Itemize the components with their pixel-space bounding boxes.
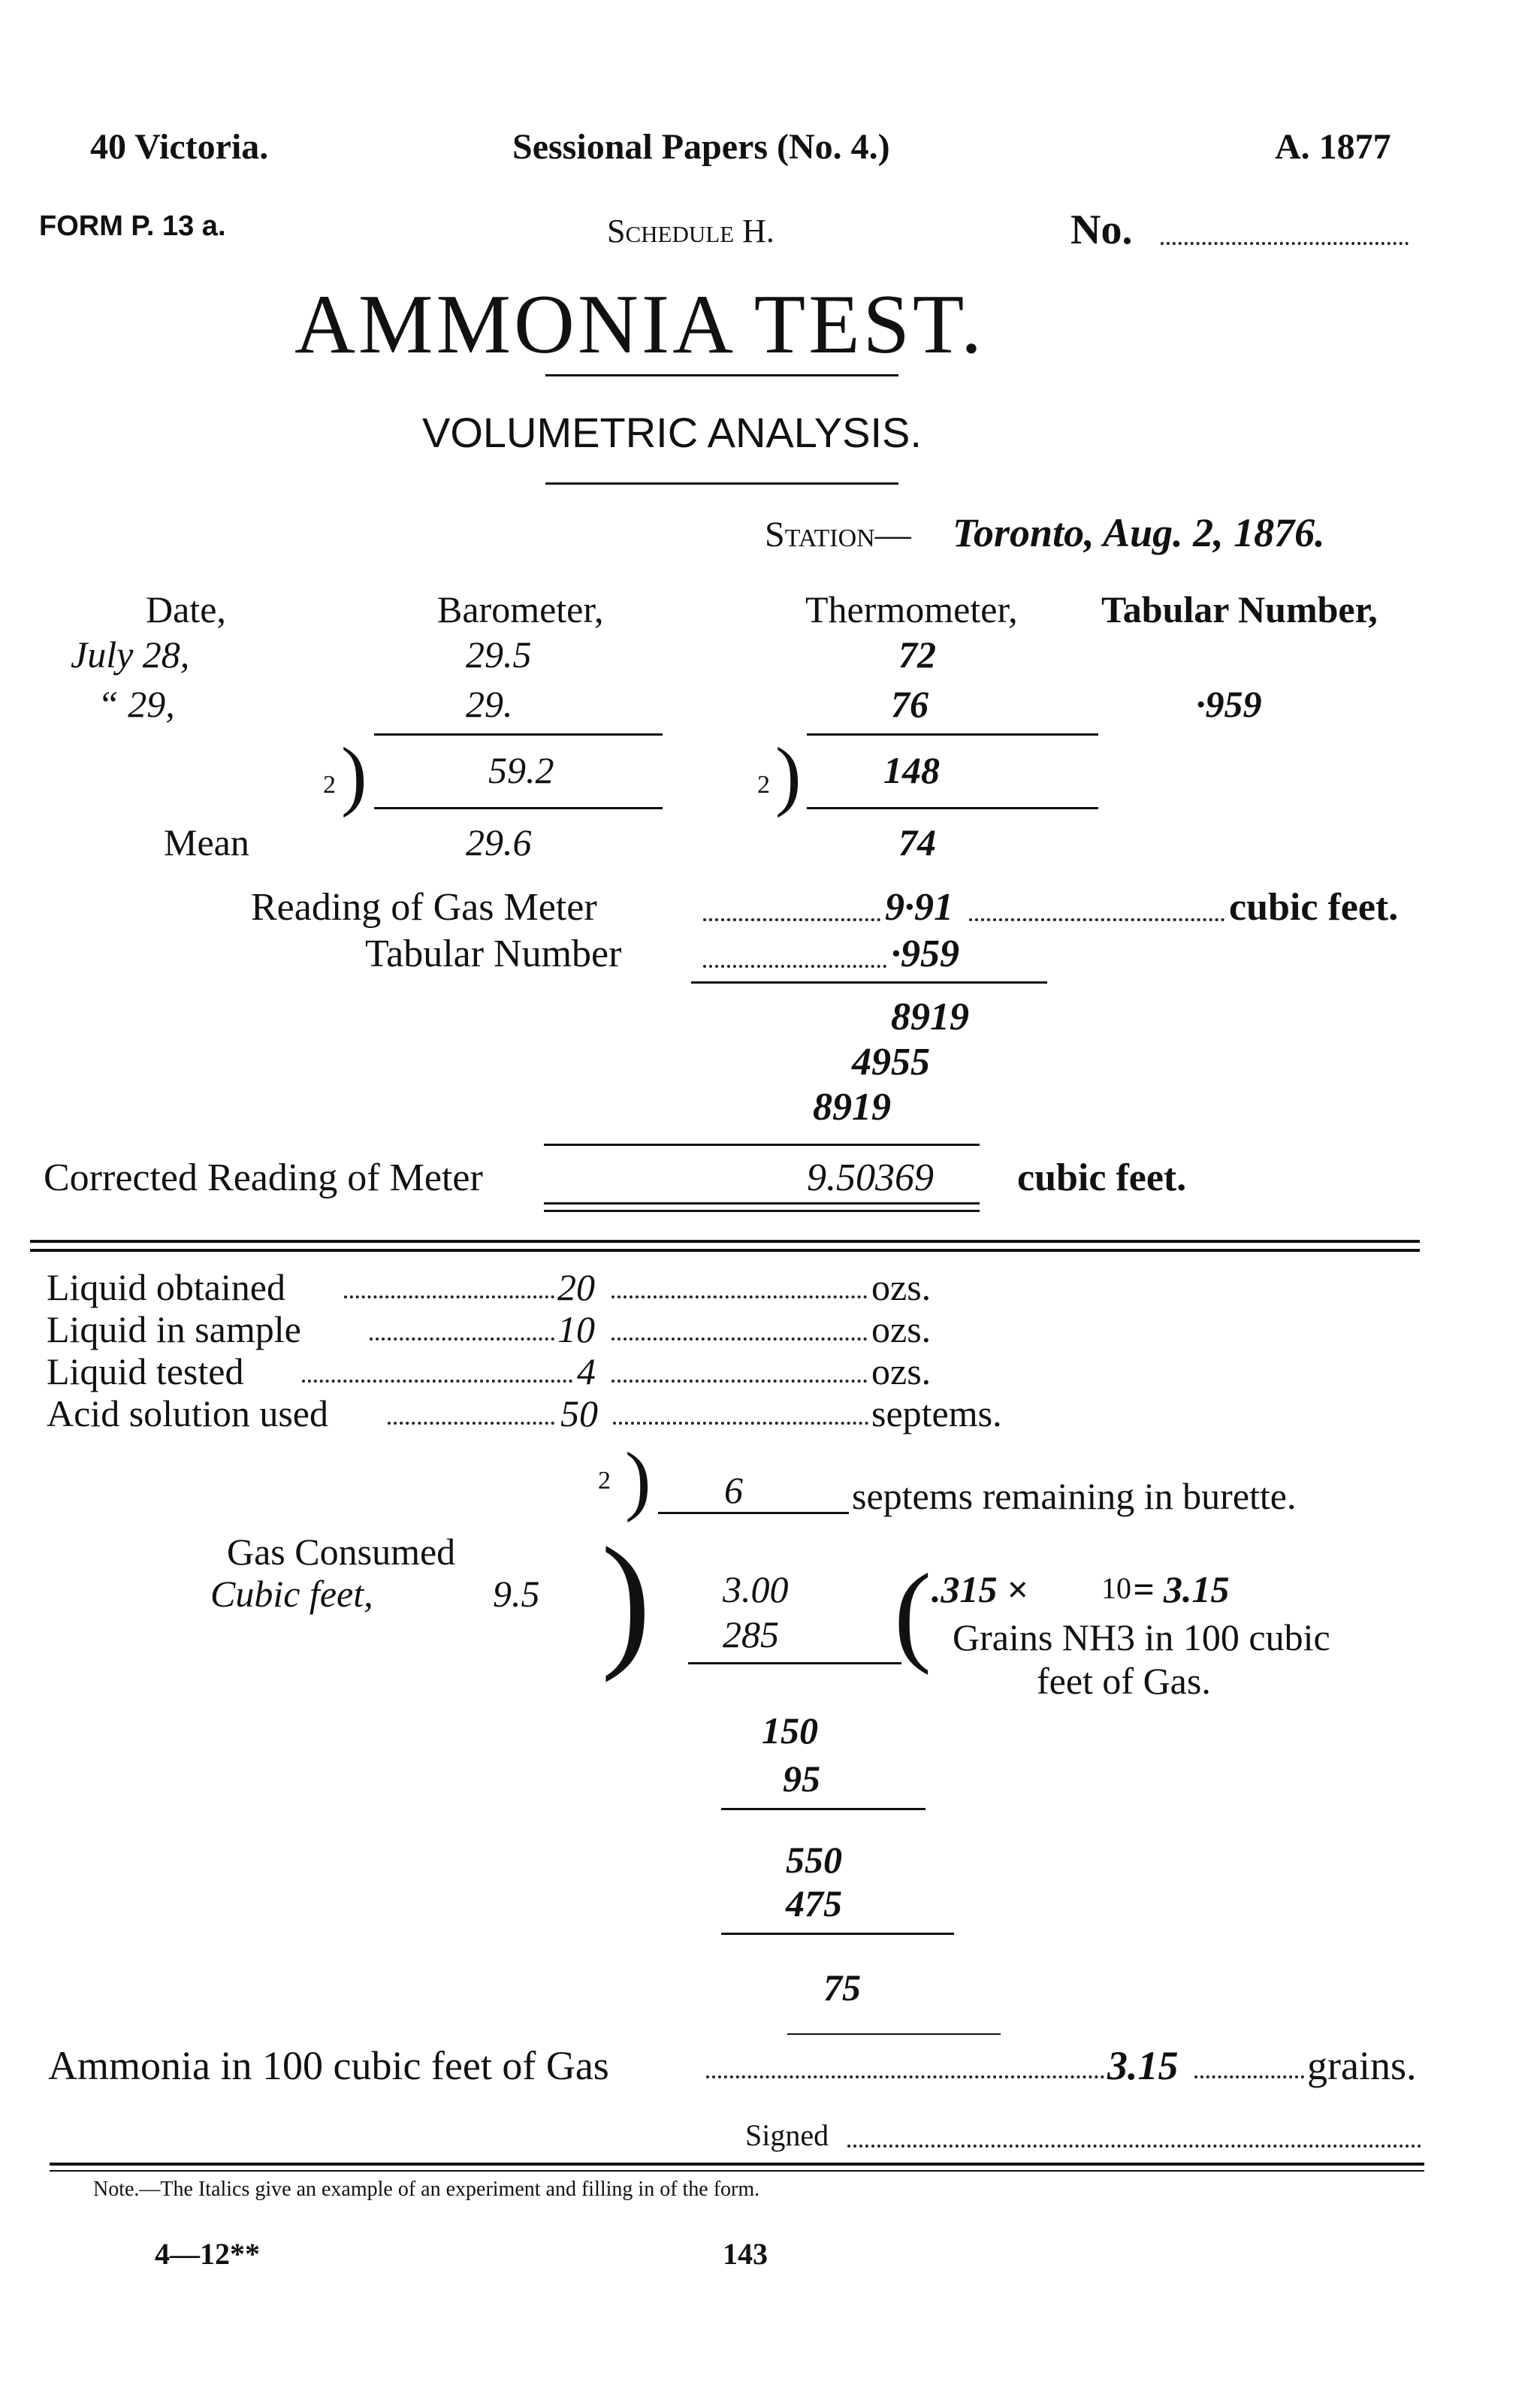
barometer-divisor: 2 bbox=[323, 771, 336, 799]
corrected-reading-value: 9.50369 bbox=[807, 1156, 934, 1199]
page-number: 143 bbox=[723, 2237, 768, 2271]
burette-division-bracket: ) bbox=[625, 1437, 651, 1523]
liquid-sample-leader-2 bbox=[611, 1338, 867, 1341]
gas-consumed-value: 9.5 bbox=[493, 1573, 540, 1615]
barometer-row-2: 29. bbox=[466, 683, 513, 725]
section-divider-1 bbox=[30, 1240, 1420, 1243]
header-year: A. 1877 bbox=[1275, 127, 1391, 167]
ammonia-unit: grains. bbox=[1307, 2043, 1417, 2088]
thermometer-row-2: 76 bbox=[891, 683, 929, 725]
result-formula-b: 10 bbox=[1101, 1571, 1131, 1605]
barometer-header: Barometer, bbox=[437, 588, 604, 630]
division-rule-3 bbox=[721, 1933, 954, 1935]
liquid-tested-leader-1 bbox=[302, 1380, 572, 1383]
header-session: 40 Victoria. bbox=[90, 127, 269, 167]
division-line-5: 550 bbox=[786, 1839, 842, 1881]
barometer-mean: 29.6 bbox=[466, 821, 532, 863]
division-rule-4 bbox=[787, 2033, 1001, 2035]
liquid-obtained-leader-1 bbox=[344, 1295, 554, 1298]
burette-text: septems remaining in burette. bbox=[852, 1475, 1297, 1517]
meter-reading-leader-2 bbox=[969, 918, 1224, 921]
thermometer-mean: 74 bbox=[898, 821, 936, 863]
meter-product-3: 8919 bbox=[813, 1086, 891, 1129]
meter-total-rule bbox=[544, 1144, 980, 1146]
division-remainder: 75 bbox=[823, 1966, 861, 2009]
thermometer-row-1: 72 bbox=[898, 633, 936, 676]
header-sessional-papers: Sessional Papers (No. 4.) bbox=[512, 127, 890, 167]
barometer-mean-rule bbox=[374, 807, 663, 809]
note-rule-2 bbox=[50, 2170, 1424, 2172]
liquid-sample-value: 10 bbox=[557, 1308, 595, 1350]
schedule-label: Schedule H. bbox=[607, 213, 775, 249]
meter-tabular-leader bbox=[703, 965, 886, 968]
division-line-3: 150 bbox=[762, 1709, 818, 1752]
meter-reading-label: Reading of Gas Meter bbox=[251, 886, 597, 929]
date-row-1: July 28, bbox=[71, 633, 190, 676]
ammonia-leader-2 bbox=[1194, 2075, 1304, 2078]
result-text-2: feet of Gas. bbox=[1037, 1660, 1211, 1702]
ammonia-value: 3.15 bbox=[1107, 2043, 1179, 2088]
corrected-reading-unit: cubic feet. bbox=[1017, 1156, 1187, 1199]
thermometer-divisor: 2 bbox=[757, 771, 770, 799]
liquid-obtained-unit: ozs. bbox=[871, 1266, 932, 1308]
liquid-obtained-label: Liquid obtained bbox=[47, 1266, 285, 1308]
signed-label: Signed bbox=[745, 2118, 829, 2152]
barometer-row-1: 29.5 bbox=[466, 633, 532, 676]
result-formula-a: .315 × bbox=[932, 1568, 1028, 1610]
liquid-sample-label: Liquid in sample bbox=[47, 1308, 301, 1350]
date-row-2: “ 29, bbox=[98, 683, 175, 725]
meter-reading-value: 9·91 bbox=[885, 886, 953, 929]
tabular-row-2: ·959 bbox=[1196, 683, 1262, 725]
result-text-1: Grains NH3 in 100 cubic bbox=[953, 1616, 1330, 1658]
division-line-1: 3.00 bbox=[723, 1568, 789, 1610]
acid-solution-leader-2 bbox=[613, 1422, 868, 1425]
thermometer-sum: 148 bbox=[883, 749, 940, 791]
division-line-4: 95 bbox=[783, 1758, 820, 1800]
division-rule-1 bbox=[688, 1662, 901, 1664]
burette-divisor: 2 bbox=[598, 1467, 611, 1495]
division-line-2: 285 bbox=[723, 1613, 779, 1655]
gas-division-bracket: ) bbox=[601, 1517, 651, 1683]
liquid-obtained-value: 20 bbox=[557, 1266, 595, 1308]
liquid-tested-leader-2 bbox=[611, 1380, 867, 1383]
subtitle-rule bbox=[545, 482, 898, 485]
thermometer-mean-rule bbox=[807, 807, 1098, 809]
section-divider-2 bbox=[30, 1249, 1420, 1252]
result-bracket: ( bbox=[894, 1551, 932, 1676]
gas-consumed-label: Gas Consumed bbox=[227, 1531, 456, 1573]
meter-reading-leader bbox=[703, 918, 880, 921]
burette-rule bbox=[658, 1512, 849, 1514]
mean-label: Mean bbox=[164, 821, 249, 863]
ammonia-label: Ammonia in 100 cubic feet of Gas bbox=[48, 2043, 609, 2088]
corrected-reading-label: Corrected Reading of Meter bbox=[44, 1156, 483, 1199]
page-subtitle: VOLUMETRIC ANALYSIS. bbox=[422, 409, 922, 456]
footer-code: 4—12** bbox=[155, 2237, 260, 2271]
division-rule-2 bbox=[721, 1808, 926, 1810]
station-label: Station— bbox=[765, 515, 911, 555]
signature-line bbox=[847, 2145, 1421, 2148]
form-no-blank bbox=[1161, 242, 1409, 245]
acid-solution-value: 50 bbox=[560, 1392, 598, 1434]
meter-reading-unit: cubic feet. bbox=[1229, 886, 1399, 929]
barometer-sum-rule bbox=[374, 733, 663, 736]
liquid-sample-unit: ozs. bbox=[871, 1308, 932, 1350]
liquid-obtained-leader-2 bbox=[611, 1295, 867, 1298]
barometer-division-bracket: ) bbox=[341, 732, 367, 818]
ammonia-leader-1 bbox=[706, 2075, 1104, 2078]
meter-product-1: 8919 bbox=[891, 996, 969, 1038]
liquid-sample-leader-1 bbox=[370, 1338, 554, 1341]
liquid-tested-label: Liquid tested bbox=[47, 1350, 244, 1392]
corrected-double-rule-1 bbox=[544, 1202, 980, 1205]
acid-solution-unit: septems. bbox=[871, 1392, 1002, 1434]
date-header: Date, bbox=[146, 588, 226, 630]
note-rule-1 bbox=[50, 2163, 1424, 2166]
corrected-double-rule-2 bbox=[544, 1210, 980, 1212]
barometer-sum: 59.2 bbox=[488, 749, 554, 791]
thermometer-division-bracket: ) bbox=[775, 732, 802, 818]
division-line-6: 475 bbox=[786, 1882, 842, 1924]
meter-product-rule bbox=[691, 981, 1047, 984]
meter-product-2: 4955 bbox=[852, 1041, 930, 1084]
result-formula-c: = 3.15 bbox=[1133, 1568, 1230, 1610]
form-note: Note.—The Italics give an example of an experiment and filling in of the form. bbox=[93, 2178, 760, 2201]
thermometer-sum-rule bbox=[807, 733, 1098, 736]
acid-solution-leader-1 bbox=[388, 1422, 554, 1425]
station-value: Toronto, Aug. 2, 1876. bbox=[953, 510, 1325, 555]
acid-solution-label: Acid solution used bbox=[47, 1392, 328, 1434]
thermometer-header: Thermometer, bbox=[805, 588, 1018, 630]
page-title: AMMONIA TEST. bbox=[294, 278, 986, 371]
meter-tabular-label: Tabular Number bbox=[365, 933, 622, 975]
liquid-tested-value: 4 bbox=[577, 1350, 596, 1392]
form-number: FORM P. 13 a. bbox=[39, 210, 226, 242]
title-rule bbox=[545, 374, 898, 376]
form-no-label: No. bbox=[1070, 207, 1133, 253]
burette-value: 6 bbox=[724, 1469, 743, 1511]
gas-consumed-sublabel: Cubic feet, bbox=[210, 1573, 373, 1615]
tabular-header: Tabular Number, bbox=[1101, 588, 1378, 630]
liquid-tested-unit: ozs. bbox=[871, 1350, 932, 1392]
meter-tabular-value: ·959 bbox=[891, 933, 959, 975]
